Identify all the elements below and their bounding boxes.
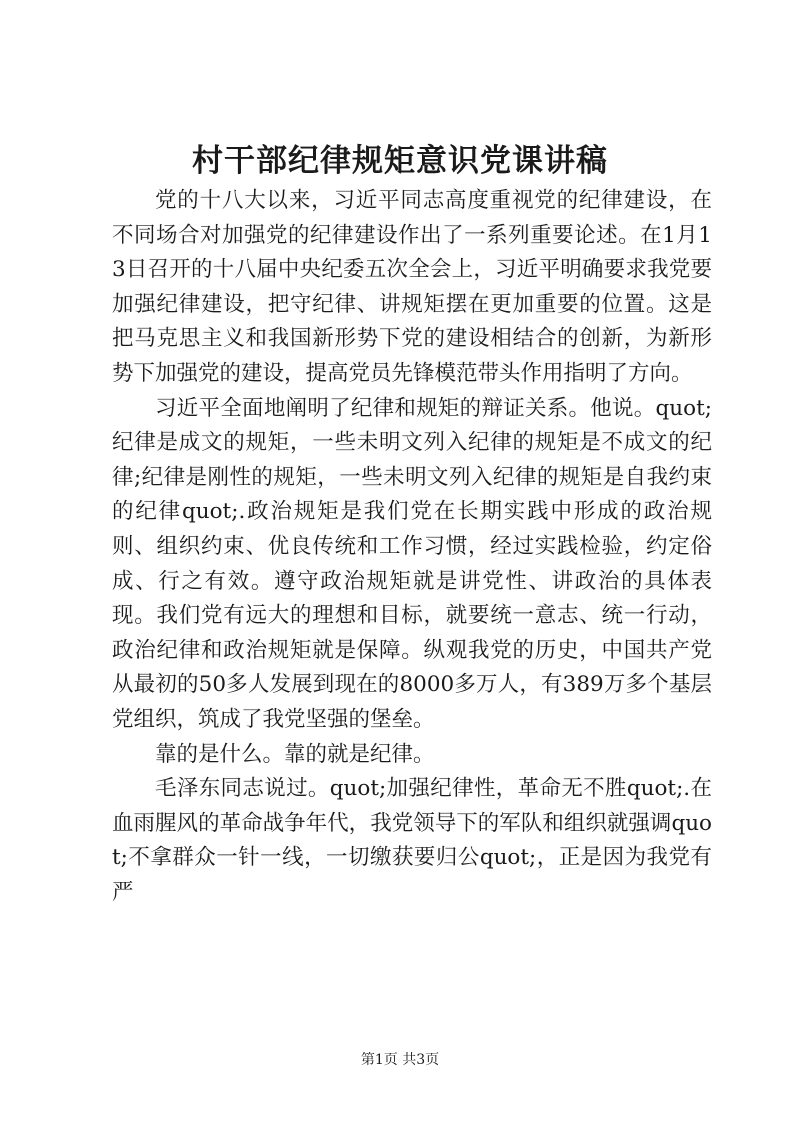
document-body — [112, 184, 712, 910]
paragraph: 习近平全面地阐明了纪律和规矩的辩证关系。他说。quot;纪律是成文的规矩，一些未明文列入纪律的规矩是不成文的纪律;纪律是刚性的规矩，一些未明文列入纪律的规矩是自我约束的纪律quot;.政治规矩是我们党在长期实践中形成的政治规则、组织约束、优良传统和工作习惯，经过实践检验，约定俗成、行之有效。遵守政治规矩就是讲党性、讲政治的具体表现。我们党有远大的理想和目标，就要统一意志、统一行动，政治纪律和政治规矩就是保障。纵观我党的历史，中国共产党从最初的50多人发展到现在的8000多万人，有389万多个基层党组织，筑成了我党坚强的堡垒。 — [112, 395, 712, 732]
paragraph: 毛泽东同志说过。quot;加强纪律性，革命无不胜quot;.在血雨腥风的革命战争年代，我党领导下的军队和组织就强调quot;不拿群众一针一线，一切缴获要归公quot;，正是因为我党有严 — [112, 776, 712, 905]
paragraph: 靠的是什么。靠的就是纪律。 — [155, 741, 435, 767]
paragraph: 党的十八大以来，习近平同志高度重视党的纪律建设，在不同场合对加强党的纪律建设作出了一系列重要论述。在1月13日召开的十八届中央纪委五次全会上，习近平明确要求我党要加强纪律建设，把守纪律、讲规矩摆在更加重要的位置。这是把马克思主义和我国新形势下党的建设相结合的创新，为新形势下加强党的建设，提高党员先锋模范带头作用指明了方向。 — [112, 188, 712, 386]
document-title: 村干部纪律规矩意识党课讲稿 — [192, 143, 608, 179]
page-number-footer: 第1页 共3页 — [360, 1052, 440, 1068]
